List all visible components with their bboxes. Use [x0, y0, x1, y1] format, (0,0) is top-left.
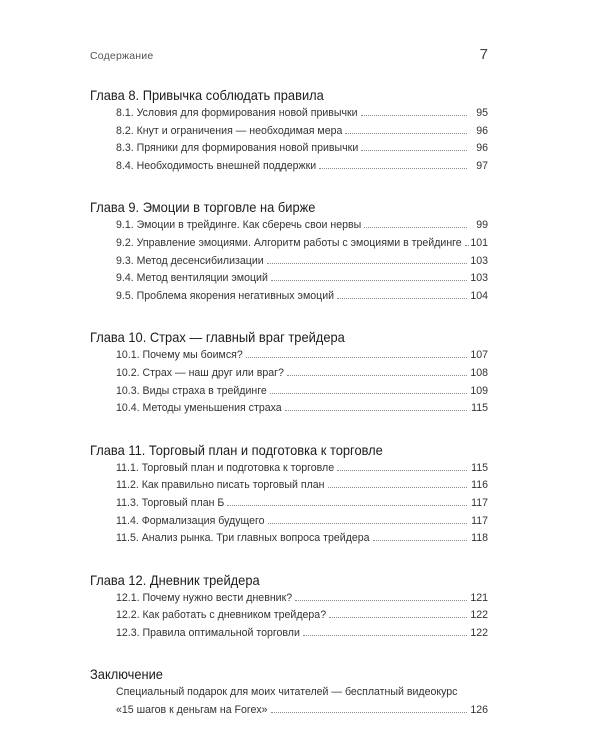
dot-leader [361, 115, 467, 116]
dot-leader [319, 168, 467, 169]
toc-entry[interactable] [90, 140, 488, 158]
entry-label: 10.2. Страх — наш друг или враг? [116, 366, 284, 379]
toc-entry[interactable] [90, 477, 488, 495]
entry-page: 118 [471, 532, 488, 545]
chapter-title[interactable]: Глава 8. Привычка соблюдать правила [90, 87, 324, 103]
chapter-11 [90, 441, 488, 548]
toc-entry[interactable] [90, 460, 488, 478]
toc-entry[interactable] [90, 400, 488, 418]
toc-entry[interactable] [90, 235, 488, 253]
entry-label: 10.3. Виды страха в трейдинге [116, 384, 267, 397]
entry-page: 96 [476, 124, 488, 137]
chapter-9 [90, 198, 488, 305]
entry-page: 116 [471, 479, 488, 492]
running-head: Содержание [90, 50, 154, 62]
toc-entry[interactable] [90, 253, 488, 271]
toc-entry[interactable] [90, 607, 488, 625]
dot-leader [246, 357, 467, 358]
entry-label: «15 шагов к деньгам на Forex» [116, 704, 268, 717]
dot-leader [328, 487, 467, 488]
toc-entry[interactable] [90, 702, 488, 720]
entry-page: 122 [470, 609, 488, 622]
toc-entry[interactable] [90, 217, 488, 235]
dot-leader [268, 523, 467, 524]
entry-page: 126 [470, 704, 488, 717]
dot-leader [337, 298, 467, 299]
entry-label: 11.2. Как правильно писать торговый план [116, 479, 325, 492]
dot-leader [364, 227, 467, 228]
dot-leader [337, 470, 467, 471]
entry-label: 8.1. Условия для формирования новой привычки [116, 107, 358, 119]
dot-leader [303, 635, 467, 636]
entry-label: 12.1. Почему нужно вести дневник? [116, 591, 293, 604]
entry-page: 103 [470, 254, 488, 267]
chapter-10 [90, 328, 488, 417]
dot-leader [361, 150, 467, 151]
toc-entry[interactable] [90, 590, 488, 608]
toc-entry[interactable] [90, 383, 488, 401]
entry-page: 95 [476, 107, 488, 119]
toc-entry[interactable] [90, 625, 488, 643]
entry-page: 117 [471, 496, 488, 509]
dot-leader [373, 540, 467, 541]
conclusion-title[interactable]: Заключение [90, 666, 163, 683]
dot-leader [465, 245, 469, 246]
entry-label: 8.3. Пряники для формирования новой привычки [116, 142, 359, 155]
dot-leader [270, 393, 467, 394]
entry-label: 9.4. Метод вентиляции эмоций [116, 272, 268, 285]
page-number: 7 [479, 46, 488, 63]
toc-entry[interactable] [90, 123, 488, 141]
entry-label: 10.1. Почему мы боимся? [116, 349, 243, 362]
dot-leader [267, 263, 467, 264]
entry-label: 9.2. Управление эмоциями. Алгоритм работы с эмоциями в трейдинге [116, 236, 462, 249]
conclusion-line: Специальный подарок для моих читателей — бесплатный видеокурс [116, 686, 458, 699]
entry-label: 9.3. Метод десенсибилизации [116, 254, 264, 267]
toc-entry[interactable] [90, 288, 488, 306]
entry-label: 11.1. Торговый план и подготовка к торговле [116, 461, 335, 474]
entry-label: 11.5. Анализ рынка. Три главных вопроса трейдера [116, 532, 370, 545]
chapter-12 [90, 571, 488, 643]
toc-entry[interactable] [90, 513, 488, 531]
entry-page: 101 [470, 236, 488, 249]
entry-label: 12.2. Как работать с дневником трейдера? [116, 609, 327, 622]
dot-leader [285, 410, 467, 411]
dot-leader [287, 375, 467, 376]
entry-page: 115 [471, 461, 488, 474]
chapter-8 [90, 86, 488, 175]
entry-page: 104 [470, 289, 488, 302]
entry-label: 10.4. Методы уменьшения страха [116, 402, 282, 415]
entry-page: 103 [470, 272, 488, 285]
entry-label: 8.2. Кнут и ограничения — необходимая мера [116, 124, 343, 137]
chapter-title[interactable]: Глава 12. Дневник трейдера [90, 571, 260, 588]
chapter-title[interactable]: Глава 11. Торговый план и подготовка к торговле [90, 441, 383, 458]
toc-entry[interactable] [90, 270, 488, 288]
page-header [90, 46, 488, 63]
chapter-title[interactable]: Глава 9. Эмоции в торговле на бирже [90, 199, 316, 216]
entry-page: 109 [470, 384, 488, 397]
dot-leader [345, 133, 467, 134]
conclusion [90, 665, 488, 719]
table-of-contents [90, 86, 488, 743]
entry-page: 117 [471, 514, 488, 527]
chapter-title[interactable]: Глава 10. Страх — главный враг трейдера [90, 329, 345, 346]
toc-entry[interactable] [90, 158, 488, 176]
entry-page: 107 [470, 349, 488, 362]
entry-page: 108 [470, 366, 488, 379]
toc-entry[interactable] [90, 105, 488, 123]
entry-label: 11.4. Формализация будущего [116, 514, 265, 527]
entry-page: 99 [476, 219, 488, 232]
dot-leader [295, 600, 467, 601]
entry-label: 9.1. Эмоции в трейдинге. Как сберечь свои нервы [116, 219, 362, 232]
dot-leader [227, 505, 467, 506]
entry-label: 8.4. Необходимость внешней поддержки [116, 159, 317, 172]
entry-page: 97 [476, 159, 488, 172]
entry-label: 12.3. Правила оптимальной торговли [116, 626, 300, 639]
entry-label: 11.3. Торговый план Б [116, 496, 225, 509]
toc-entry[interactable] [90, 347, 488, 365]
entry-label: 9.5. Проблема якорения негативных эмоций [116, 289, 335, 302]
toc-entry[interactable] [90, 530, 488, 548]
entry-page: 115 [471, 402, 488, 415]
entry-page: 121 [470, 591, 488, 604]
entry-page: 122 [470, 626, 488, 639]
toc-entry[interactable] [90, 365, 488, 383]
toc-entry[interactable] [90, 495, 488, 513]
dot-leader [271, 712, 467, 713]
dot-leader [329, 617, 467, 618]
dot-leader [271, 280, 467, 281]
entry-page: 96 [476, 142, 488, 155]
